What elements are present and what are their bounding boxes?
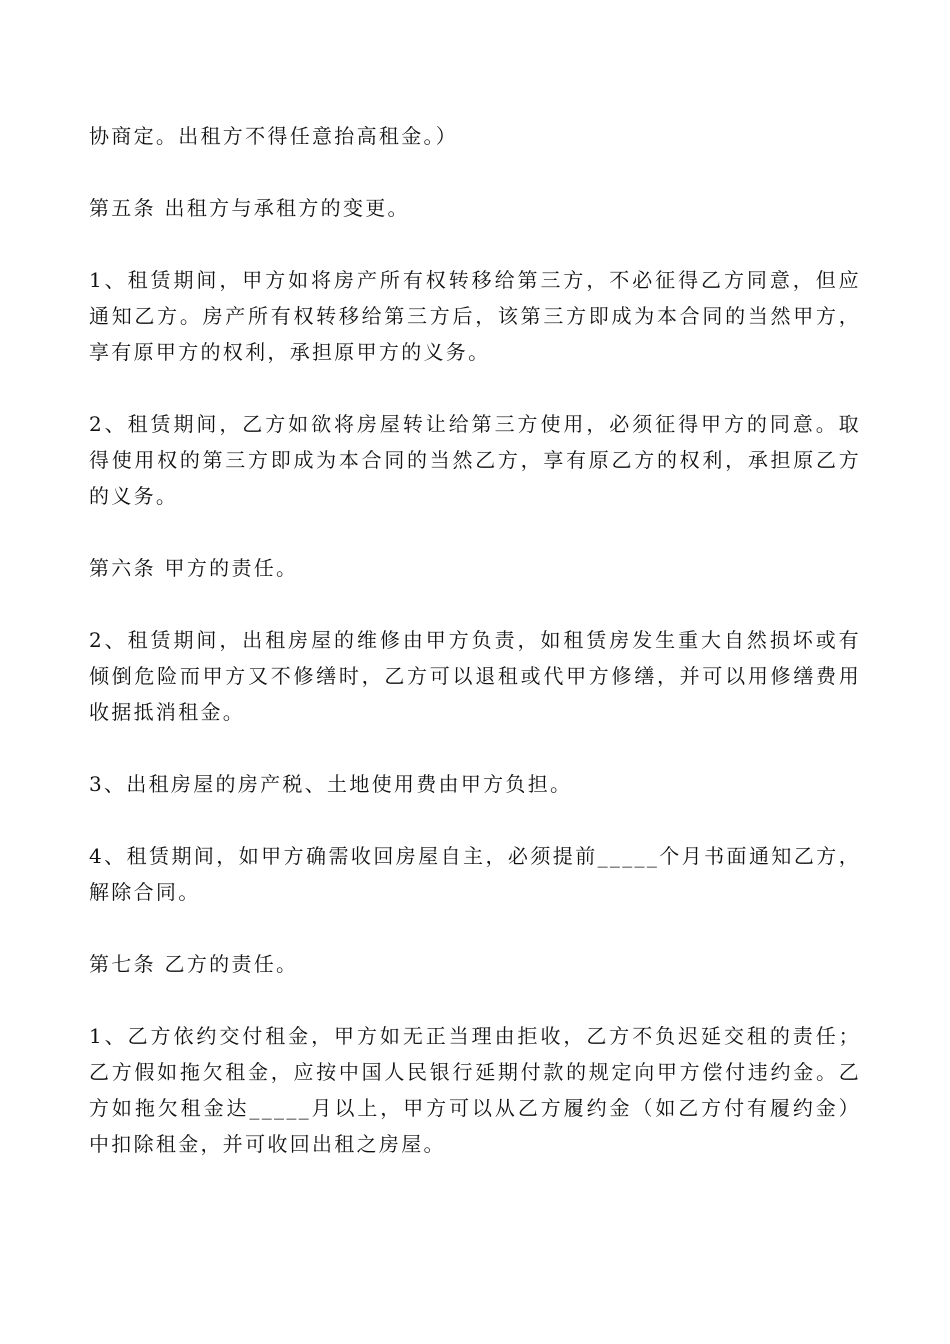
article-7-clause-1: 1、乙方依约交付租金，甲方如无正当理由拒收，乙方不负迟延交租的责任；乙方假如拖欠租金，应按中国人民银行延期付款的规定向甲方偿付违约金。乙方如拖欠租金达_____月以上，甲方可以从乙方履约金（如乙方付有履约金）中扣除租金，并可收回出租之房屋。 <box>89 1024 861 1156</box>
article-6-clause-4: 4、租赁期间，如甲方确需收回房屋自主，必须提前_____个月书面通知乙方，解除合同。 <box>89 844 861 904</box>
article-7-heading: 第七条 乙方的责任。 <box>89 952 299 976</box>
article-5-clause-1: 1、租赁期间，甲方如将房产所有权转移给第三方，不必征得乙方同意，但应通知乙方。房产所有权转移给第三方后，该第三方即成为本合同的当然甲方，享有原甲方的权利，承担原甲方的义务。 <box>89 268 861 364</box>
document-page <box>89 118 861 1198</box>
article-5-heading: 第五条 出租方与承租方的变更。 <box>89 196 410 220</box>
article-6-clause-3: 3、出租房屋的房产税、土地使用费由甲方负担。 <box>89 772 573 796</box>
article-6-clause-2: 2、租赁期间，出租房屋的维修由甲方负责，如租赁房发生重大自然损坏或有倾倒危险而甲方又不修缮时，乙方可以退租或代甲方修缮，并可以用修缮费用收据抵消租金。 <box>89 628 861 724</box>
article-6-heading: 第六条 甲方的责任。 <box>89 556 299 580</box>
paragraph-continuation: 协商定。出租方不得任意抬高租金。） <box>89 124 459 148</box>
article-5-clause-2: 2、租赁期间，乙方如欲将房屋转让给第三方使用，必须征得甲方的同意。取得使用权的第三方即成为本合同的当然乙方，享有原乙方的权利，承担原乙方的义务。 <box>89 412 861 508</box>
